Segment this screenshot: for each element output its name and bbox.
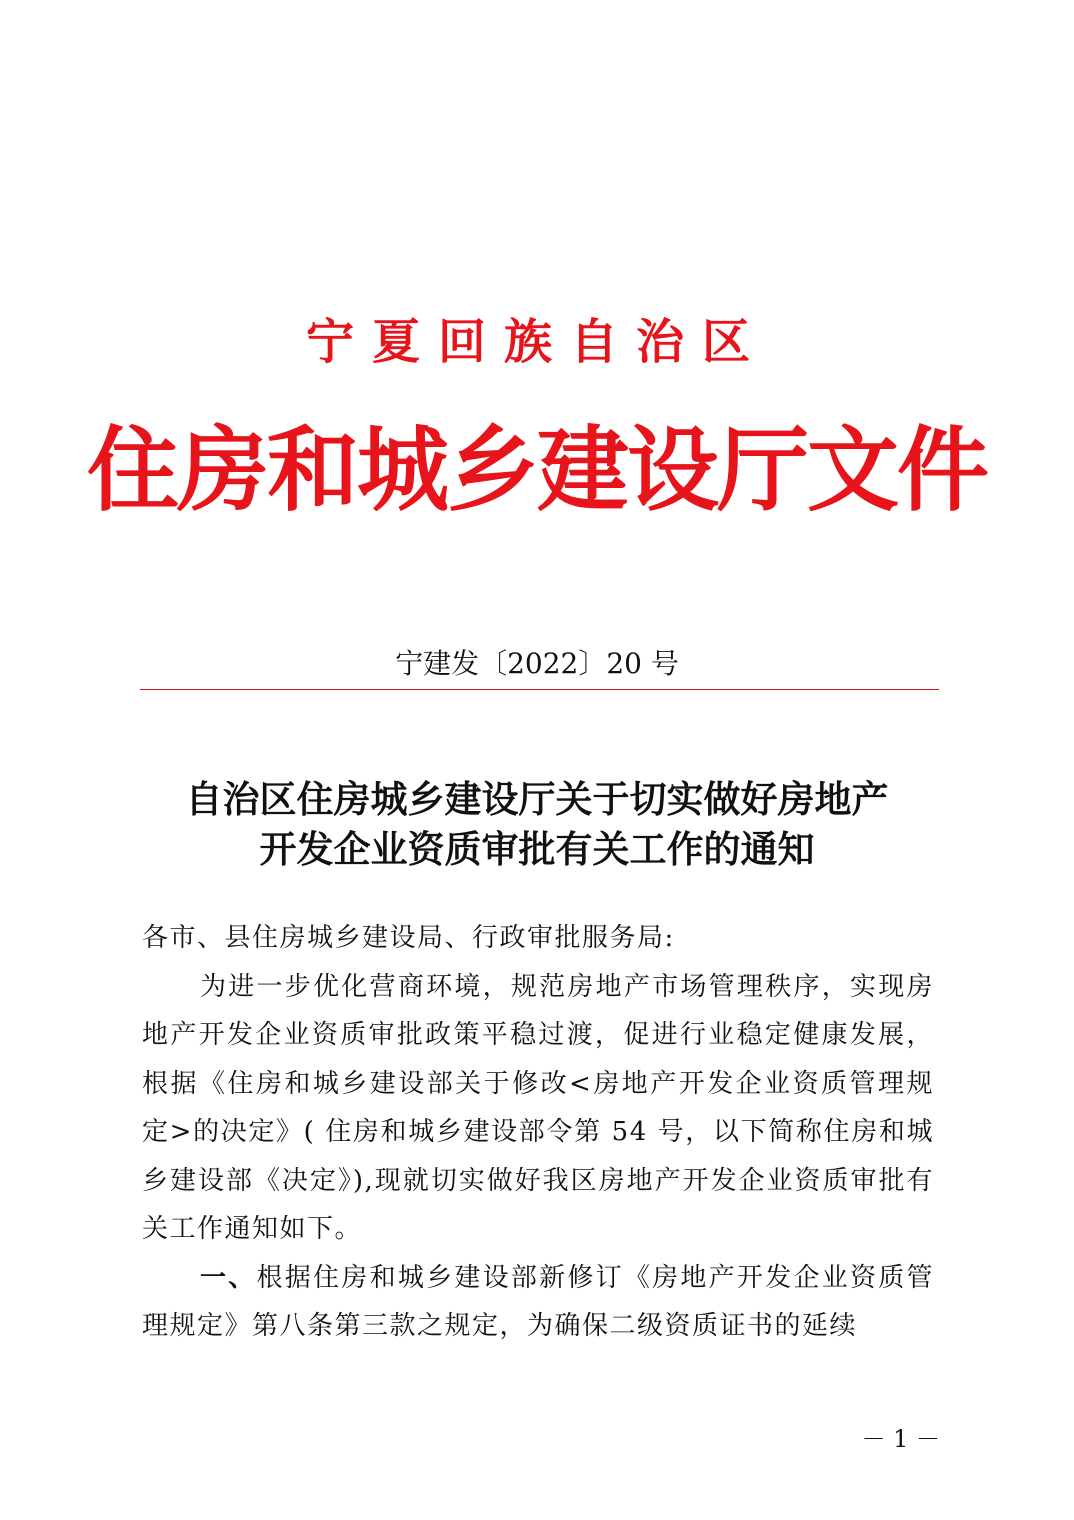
page-number: － 1 － <box>861 1425 940 1453</box>
paragraph-2-text: 根据住房和城乡建设部新修订《房地产开发企业资质管理规定》第八条第三款之规定，为确保二级资质证书的延续 <box>142 1262 934 1341</box>
notice-title-line-1: 自治区住房城乡建设厅关于切实做好房地产 <box>185 777 889 821</box>
section-number: 一、 <box>200 1262 257 1293</box>
issuer-department-heading: 住房和城乡建设厅文件 <box>86 416 987 524</box>
notice-title <box>0 774 1074 874</box>
issuer-region-heading: 宁夏回族自治区 <box>305 314 768 370</box>
salutation: 各市、县住房城乡建设局、行政审批服务局: <box>142 923 675 953</box>
paragraph-2 <box>142 1254 934 1351</box>
paragraph-1: 为进一步优化营商环境，规范房地产市场管理秩序，实现房地产开发企业资质审批政策平稳过渡，促进行业稳定健康发展，根据《住房和城乡建设部关于修改<房地产开发企业资质管理规定>的决定》( 住房和城乡建设部令第 54 号，以下简称住房和城乡建设部《决定》),现就切实做好我区房地产开发企业资质审批有关工作通知如下。 <box>142 971 934 1244</box>
document-body <box>142 914 934 1351</box>
notice-title-line-2: 开发企业资质审批有关工作的通知 <box>259 827 815 871</box>
document-number: 宁建发〔2022〕20 号 <box>395 647 679 680</box>
red-separator-rule <box>140 689 939 690</box>
